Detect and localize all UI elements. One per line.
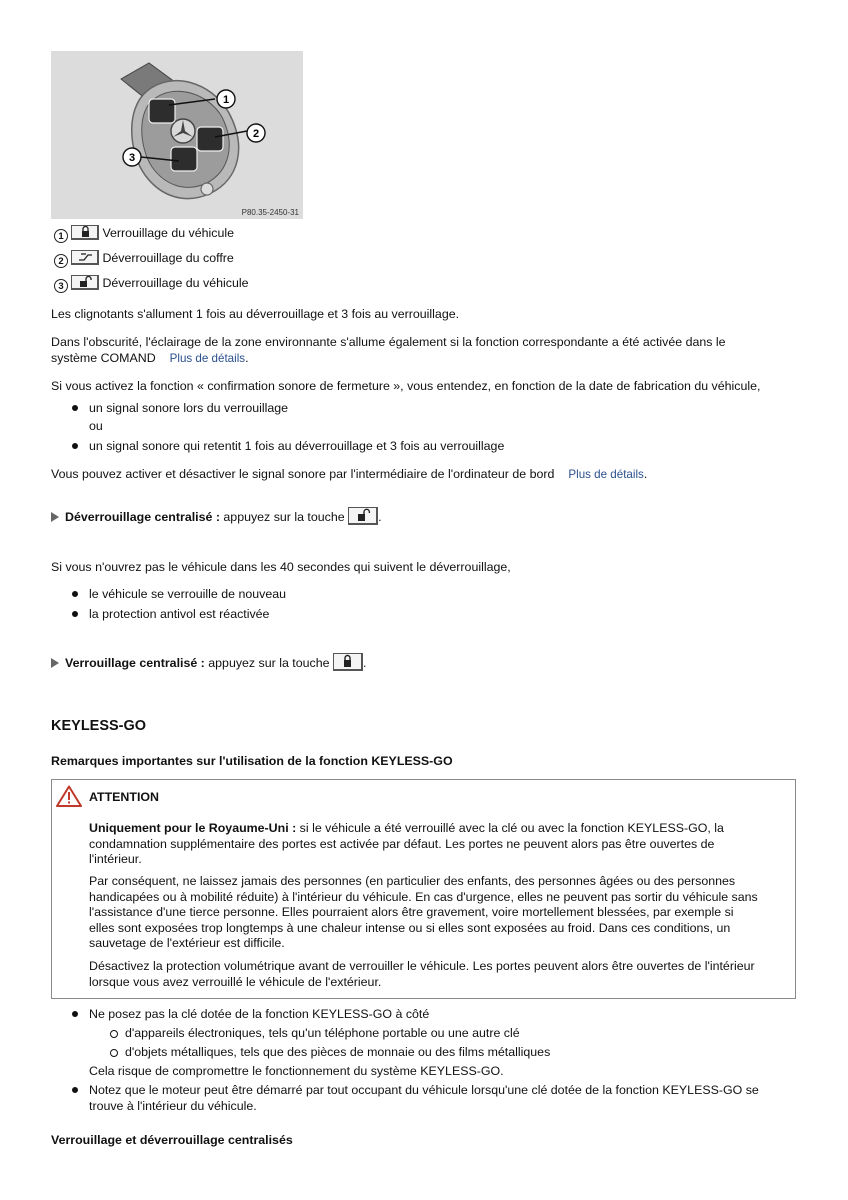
sub-list-item: d'appareils électroniques, tels qu'un téléphone portable ou une autre clé: [125, 1026, 520, 1040]
list-note: Cela risque de compromettre le fonctionnement du système KEYLESS-GO.: [89, 1064, 504, 1078]
callout-2: [247, 124, 265, 142]
paragraph-text: système COMAND: [51, 351, 156, 365]
paragraph-turn-signals: Les clignotants s'allument 1 fois au déverrouillage et 3 fois au verrouillage.: [51, 307, 460, 321]
warning-bold-lead: Uniquement pour le Royaume-Uni :: [89, 821, 297, 835]
figure-ref-code: P80.35-2450-31: [241, 208, 299, 217]
list-item: le véhicule se verrouille de nouveau: [89, 587, 286, 601]
step-title: Verrouillage centralisé :: [65, 656, 205, 670]
unlock-button-icon: [348, 507, 378, 525]
step-arrow-icon: [51, 512, 59, 522]
more-details-link[interactable]: Plus de détails: [169, 352, 246, 365]
lock-button-icon: [333, 653, 363, 671]
subsection-title: Remarques importantes sur l'utilisation de la fonction KEYLESS-GO: [51, 754, 453, 768]
bullet-icon: [72, 591, 78, 597]
sub-bullet-icon: [110, 1049, 118, 1057]
bullet-icon: [72, 611, 78, 617]
warning-paragraph-2: Par conséquent, ne laissez jamais des personnes (en particulier des enfants, des personnes âgées ou des personnes handicapées ou à mobilité réduite) à l'intérieur du véhicule. En cas d'urgence, elles ne peuvent pas sortir du véhicule sans l'assistance d'une tierce personne. Elles pourraient alors être gravement, voire mortellement blessées, par exemple si elles sont exposées trop longtemps à une chaleur intense ou si elles sont exposées au froid. Dans ces conditions, un sauvetage de l'extérieur est difficile.: [89, 874, 758, 951]
callout-number: 1: [54, 229, 68, 243]
paragraph-onboard-computer: Vous pouvez activer et désactiver le signal sonore par l'intermédiaire de l'ordinateur de bord Plus de détails.: [51, 467, 648, 481]
sub-list-item: d'objets métalliques, tels que des pièces de monnaie ou des films métalliques: [125, 1045, 551, 1059]
section-title: KEYLESS-GO: [51, 718, 147, 734]
legend-item-2: [54, 250, 234, 268]
list-item: la protection antivol est réactivée: [89, 607, 270, 621]
list-item: Ne posez pas la clé dotée de la fonction KEYLESS-GO à côté: [89, 1007, 430, 1021]
paragraph-text: Vous pouvez activer et désactiver le signal sonore par l'intermédiaire de l'ordinateur de bord: [51, 467, 555, 481]
warning-title: ATTENTION: [89, 790, 159, 804]
list-item-continuation: trouve à l'intérieur du véhicule.: [89, 1099, 257, 1113]
legend-item-3: [54, 275, 248, 293]
svg-text:1: 1: [222, 94, 230, 106]
list-item: un signal sonore qui retentit 1 fois au déverrouillage et 3 fois au verrouillage: [89, 439, 505, 453]
lock-step: Verrouillage centralisé : appuyez sur la touche .: [51, 653, 366, 671]
sub-bullet-icon: [110, 1030, 118, 1038]
callout-3: [123, 148, 141, 166]
list-item: un signal sonore lors du verrouillage: [89, 401, 289, 415]
unlock-icon: [71, 275, 99, 290]
paragraph-sound-confirmation: Si vous activez la fonction « confirmation sonore de fermeture », vous entendez, en fonction de la date de fabrication du véhicule,: [51, 379, 761, 393]
paragraph-40-seconds: Si vous n'ouvrez pas le véhicule dans les 40 secondes qui suivent le déverrouillage,: [51, 560, 511, 574]
step-arrow-icon: [51, 658, 59, 668]
car-key-illustration: [51, 51, 303, 219]
warning-paragraph-3: Désactivez la protection volumétrique avant de verrouiller le véhicule. Les portes peuvent alors être ouvertes de l'intérieur lorsque vous avez verrouillé le véhicule de l'extérieur.: [89, 959, 755, 989]
bullet-icon: [72, 405, 78, 411]
legend-label: Déverrouillage du coffre: [102, 251, 234, 265]
step-title: Déverrouillage centralisé :: [65, 510, 220, 524]
step-text: appuyez sur la touche: [223, 510, 345, 524]
callout-number: 2: [54, 254, 68, 268]
legend-label: Déverrouillage du véhicule: [102, 276, 249, 290]
bullet-icon: [72, 1011, 78, 1017]
bullet-icon: [72, 1087, 78, 1093]
trunk-icon: [71, 250, 99, 265]
legend-label: Verrouillage du véhicule: [102, 226, 235, 240]
svg-text:2: 2: [252, 128, 260, 140]
legend-item-1: [54, 225, 234, 243]
svg-text:3: 3: [128, 152, 136, 164]
key-figure: [51, 51, 303, 219]
final-heading: Verrouillage et déverrouillage centralisés: [51, 1133, 293, 1147]
paragraph-darkness-line2: système COMAND Plus de détails.: [51, 351, 249, 365]
warning-paragraph-1: Uniquement pour le Royaume-Uni : si le véhicule a été verrouillé avec la clé ou avec la fonction KEYLESS-GO, la condamnation supplémentaire des portes est activée par défaut. Les portes ne peuvent alors pas être ouvertes de l'intérieur.: [89, 821, 724, 867]
callout-1: [217, 90, 235, 108]
warning-triangle-icon: [56, 785, 82, 810]
step-text: appuyez sur la touche: [208, 656, 330, 670]
list-connector: ou: [89, 419, 103, 433]
paragraph-darkness-line1: Dans l'obscurité, l'éclairage de la zone environnante s'allume également si la fonction correspondante a été activée dans le: [51, 335, 726, 349]
more-details-link[interactable]: Plus de détails: [568, 468, 644, 481]
bullet-icon: [72, 443, 78, 449]
callout-number: 3: [54, 279, 68, 293]
lock-icon: [71, 225, 99, 240]
list-item: Notez que le moteur peut être démarré par tout occupant du véhicule lorsqu'une clé dotée de la fonction KEYLESS-GO se: [89, 1083, 759, 1097]
unlock-step: Déverrouillage centralisé : appuyez sur la touche .: [51, 507, 382, 525]
